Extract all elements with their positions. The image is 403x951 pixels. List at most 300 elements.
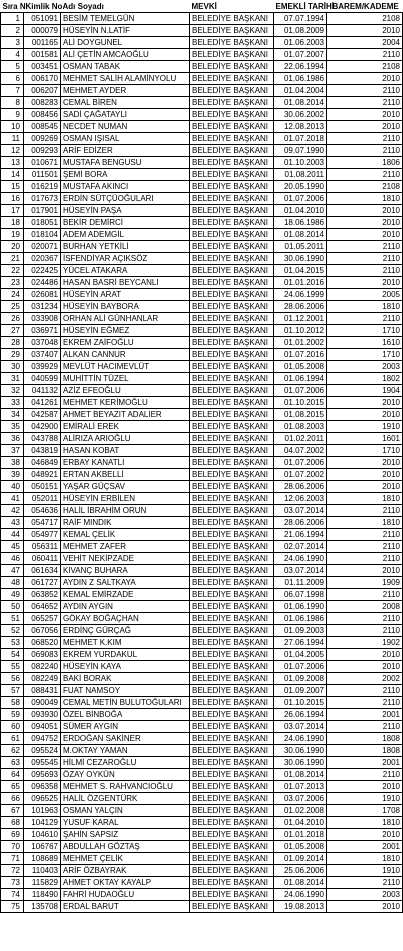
- cell-mevki: BELEDİYE BAŞKANI: [190, 73, 274, 85]
- cell-mevki: BELEDİYE BAŞKANI: [190, 13, 274, 25]
- cell-adi: ÖZAY OYKÜN: [61, 769, 190, 781]
- cell-barem: 1810: [327, 517, 403, 529]
- cell-barem: 1902: [327, 637, 403, 649]
- cell-adi: AYDIN AYGIN: [61, 601, 190, 613]
- cell-adi: OSMAN TABAK: [61, 61, 190, 73]
- cell-tarih: 01.09.2014: [274, 853, 327, 865]
- cell-kimlik: 056311: [24, 541, 61, 553]
- cell-sira: 67: [1, 805, 24, 817]
- cell-sira: 62: [1, 745, 24, 757]
- cell-kimlik: 095524: [24, 745, 61, 757]
- cell-kimlik: 096525: [24, 793, 61, 805]
- cell-barem: 1710: [327, 325, 403, 337]
- cell-kimlik: 043819: [24, 445, 61, 457]
- table-row: [1, 229, 403, 241]
- cell-tarih: 24.06.1990: [274, 889, 327, 901]
- cell-mevki: BELEDİYE BAŞKANI: [190, 85, 274, 97]
- cell-barem: 2110: [327, 169, 403, 181]
- cell-sira: 41: [1, 493, 24, 505]
- cell-sira: 8: [1, 97, 24, 109]
- table-row: [1, 829, 403, 841]
- cell-adi: YÜCEL ATAKARA: [61, 265, 190, 277]
- table-row: [1, 277, 403, 289]
- cell-mevki: BELEDİYE BAŞKANI: [190, 757, 274, 769]
- table-row: [1, 841, 403, 853]
- cell-sira: 6: [1, 73, 24, 85]
- header-barem: BAREM/KADEME: [332, 1, 399, 11]
- cell-mevki: BELEDİYE BAŞKANI: [190, 337, 274, 349]
- cell-kimlik: 008283: [24, 97, 61, 109]
- cell-barem: 1810: [327, 817, 403, 829]
- cell-barem: 2003: [327, 361, 403, 373]
- cell-mevki: BELEDİYE BAŞKANI: [190, 817, 274, 829]
- cell-mevki: BELEDİYE BAŞKANI: [190, 445, 274, 457]
- cell-sira: 50: [1, 601, 24, 613]
- cell-adi: ERBAY KANATLI: [61, 457, 190, 469]
- cell-tarih: 20.05.1990: [274, 181, 327, 193]
- cell-mevki: BELEDİYE BAŞKANI: [190, 673, 274, 685]
- cell-mevki: BELEDİYE BAŞKANI: [190, 229, 274, 241]
- table-row: [1, 709, 403, 721]
- cell-barem: 1810: [327, 193, 403, 205]
- cell-tarih: 24.06.1999: [274, 289, 327, 301]
- cell-adi: EMİRALİ EREK: [61, 421, 190, 433]
- cell-mevki: BELEDİYE BAŞKANI: [190, 745, 274, 757]
- cell-adi: CEMAL METİN BULUTOĞULARI: [61, 697, 190, 709]
- cell-tarih: 30.06.2002: [274, 109, 327, 121]
- cell-kimlik: 022425: [24, 265, 61, 277]
- cell-tarih: 01.09.2008: [274, 673, 327, 685]
- cell-barem: 1910: [327, 421, 403, 433]
- cell-barem: 1910: [327, 865, 403, 877]
- cell-sira: 44: [1, 529, 24, 541]
- cell-barem: 2110: [327, 529, 403, 541]
- cell-barem: 2110: [327, 589, 403, 601]
- cell-mevki: BELEDİYE BAŞKANI: [190, 409, 274, 421]
- cell-adi: MEHMET K.KIM: [61, 637, 190, 649]
- cell-barem: 2010: [327, 901, 403, 913]
- cell-sira: 30: [1, 361, 24, 373]
- cell-adi: OSMAN YALÇIN: [61, 805, 190, 817]
- cell-tarih: 03.07.2014: [274, 721, 327, 733]
- cell-mevki: BELEDİYE BAŞKANI: [190, 829, 274, 841]
- cell-barem: 2010: [327, 25, 403, 37]
- cell-sira: 33: [1, 397, 24, 409]
- table-row: [1, 565, 403, 577]
- cell-mevki: BELEDİYE BAŞKANI: [190, 793, 274, 805]
- cell-barem: 2110: [327, 265, 403, 277]
- cell-tarih: 26.06.1994: [274, 709, 327, 721]
- table-row: [1, 493, 403, 505]
- cell-tarih: 01.08.2014: [274, 229, 327, 241]
- cell-tarih: 01.04.2010: [274, 205, 327, 217]
- cell-adi: NECDET NUMAN: [61, 121, 190, 133]
- cell-sira: 14: [1, 169, 24, 181]
- table-row: [1, 445, 403, 457]
- cell-kimlik: 026081: [24, 289, 61, 301]
- cell-kimlik: 020367: [24, 253, 61, 265]
- cell-sira: 26: [1, 313, 24, 325]
- cell-barem: 2010: [327, 217, 403, 229]
- cell-mevki: BELEDİYE BAŞKANI: [190, 661, 274, 673]
- cell-sira: 40: [1, 481, 24, 493]
- cell-adi: ALİ DOYGUNEL: [61, 37, 190, 49]
- cell-mevki: BELEDİYE BAŞKANI: [190, 97, 274, 109]
- cell-mevki: BELEDİYE BAŞKANI: [190, 421, 274, 433]
- cell-mevki: BELEDİYE BAŞKANI: [190, 289, 274, 301]
- cell-adi: ORHAN ALİ GÜNHANLAR: [61, 313, 190, 325]
- cell-barem: 2010: [327, 277, 403, 289]
- cell-barem: 1909: [327, 577, 403, 589]
- cell-sira: 16: [1, 193, 24, 205]
- cell-mevki: BELEDİYE BAŞKANI: [190, 901, 274, 913]
- cell-tarih: 01.10.2012: [274, 325, 327, 337]
- cell-adi: MUSTAFA BENGUSU: [61, 157, 190, 169]
- cell-mevki: BELEDİYE BAŞKANI: [190, 241, 274, 253]
- cell-tarih: 03.07.2006: [274, 793, 327, 805]
- cell-kimlik: 082240: [24, 661, 61, 673]
- cell-sira: 5: [1, 61, 24, 73]
- table-row: [1, 385, 403, 397]
- cell-kimlik: 051091: [24, 13, 61, 25]
- cell-adi: HÜSEYİN N.LATİF: [61, 25, 190, 37]
- cell-barem: 1808: [327, 733, 403, 745]
- cell-barem: 2008: [327, 601, 403, 613]
- cell-barem: 2110: [327, 685, 403, 697]
- cell-adi: MEVLÜT HACIMEVLÜT: [61, 361, 190, 373]
- cell-kimlik: 031234: [24, 301, 61, 313]
- cell-barem: 1710: [327, 445, 403, 457]
- cell-tarih: 30.06.1990: [274, 745, 327, 757]
- cell-tarih: 01.07.2016: [274, 349, 327, 361]
- cell-adi: EKREM YURDAKUL: [61, 649, 190, 661]
- cell-sira: 13: [1, 157, 24, 169]
- table-row: [1, 85, 403, 97]
- table-row: [1, 373, 403, 385]
- cell-mevki: BELEDİYE BAŞKANI: [190, 217, 274, 229]
- cell-barem: 2003: [327, 889, 403, 901]
- cell-kimlik: 017673: [24, 193, 61, 205]
- cell-adi: EKREM ZAİFOĞLU: [61, 337, 190, 349]
- cell-barem: 1810: [327, 301, 403, 313]
- cell-barem: 2110: [327, 721, 403, 733]
- cell-adi: SÜMER AYGIN: [61, 721, 190, 733]
- table-row: [1, 361, 403, 373]
- table-row: [1, 541, 403, 553]
- table-row: [1, 397, 403, 409]
- table-header-row: [1, 0, 403, 13]
- cell-adi: HÜSEYİN ARAT: [61, 289, 190, 301]
- cell-adi: HİLMİ CEZAROĞLU: [61, 757, 190, 769]
- cell-adi: OSMAN IŞISAL: [61, 133, 190, 145]
- cell-adi: ARİF ÖZBAYRAK: [61, 865, 190, 877]
- cell-mevki: BELEDİYE BAŞKANI: [190, 865, 274, 877]
- cell-tarih: 01.08.2014: [274, 877, 327, 889]
- cell-tarih: 18.06.1986: [274, 217, 327, 229]
- cell-sira: 51: [1, 613, 24, 625]
- cell-tarih: 22.06.1994: [274, 61, 327, 73]
- cell-tarih: 01.07.2018: [274, 133, 327, 145]
- table-row: [1, 457, 403, 469]
- cell-sira: 57: [1, 685, 24, 697]
- cell-mevki: BELEDİYE BAŞKANI: [190, 733, 274, 745]
- cell-sira: 23: [1, 277, 24, 289]
- cell-barem: 1601: [327, 433, 403, 445]
- cell-sira: 68: [1, 817, 24, 829]
- cell-mevki: BELEDİYE BAŞKANI: [190, 553, 274, 565]
- cell-sira: 38: [1, 457, 24, 469]
- cell-mevki: BELEDİYE BAŞKANI: [190, 565, 274, 577]
- cell-mevki: BELEDİYE BAŞKANI: [190, 433, 274, 445]
- cell-kimlik: 061634: [24, 565, 61, 577]
- cell-tarih: 01.05.2008: [274, 841, 327, 853]
- cell-kimlik: 069083: [24, 649, 61, 661]
- cell-kimlik: 067056: [24, 625, 61, 637]
- cell-kimlik: 037407: [24, 349, 61, 361]
- cell-sira: 1: [1, 13, 24, 25]
- cell-barem: 1808: [327, 745, 403, 757]
- table-row: [1, 673, 403, 685]
- cell-adi: HALİL ÖZGENTÜRK: [61, 793, 190, 805]
- cell-sira: 11: [1, 133, 24, 145]
- table-row: [1, 553, 403, 565]
- cell-mevki: BELEDİYE BAŞKANI: [190, 157, 274, 169]
- cell-adi: MEHMET ZAFER: [61, 541, 190, 553]
- cell-barem: 2001: [327, 709, 403, 721]
- cell-barem: 1802: [327, 373, 403, 385]
- cell-kimlik: 060411: [24, 553, 61, 565]
- table-row: [1, 865, 403, 877]
- cell-barem: 2110: [327, 145, 403, 157]
- cell-tarih: 04.07.2002: [274, 445, 327, 457]
- cell-tarih: 01.08.2014: [274, 97, 327, 109]
- cell-kimlik: 108689: [24, 853, 61, 865]
- cell-tarih: 28.06.2006: [274, 481, 327, 493]
- cell-mevki: BELEDİYE BAŞKANI: [190, 505, 274, 517]
- header-tarih: EMEKLİ TARİHİ: [275, 1, 335, 11]
- cell-adi: ERDİN SÜTÇÜOĞULARI: [61, 193, 190, 205]
- cell-barem: 2010: [327, 565, 403, 577]
- cell-sira: 36: [1, 433, 24, 445]
- cell-tarih: 19.08.2013: [274, 901, 327, 913]
- cell-adi: MEHMET S. RAHVANCIOĞLU: [61, 781, 190, 793]
- cell-sira: 49: [1, 589, 24, 601]
- cell-mevki: BELEDİYE BAŞKANI: [190, 493, 274, 505]
- cell-kimlik: 024486: [24, 277, 61, 289]
- cell-adi: SADİ ÇAĞATAYLI: [61, 109, 190, 121]
- table-row: [1, 505, 403, 517]
- cell-barem: 2110: [327, 541, 403, 553]
- cell-adi: MEHMET KERİMOĞLU: [61, 397, 190, 409]
- cell-tarih: 01.07.2006: [274, 385, 327, 397]
- cell-barem: 2110: [327, 613, 403, 625]
- cell-adi: ABDULLAH GÖZTAŞ: [61, 841, 190, 853]
- cell-barem: 2010: [327, 73, 403, 85]
- cell-mevki: BELEDİYE BAŞKANI: [190, 877, 274, 889]
- cell-mevki: BELEDİYE BAŞKANI: [190, 397, 274, 409]
- cell-adi: KEMAL EMİRZADE: [61, 589, 190, 601]
- table-row: [1, 517, 403, 529]
- cell-adi: HÜSEYİN EĞMEZ: [61, 325, 190, 337]
- table-row: [1, 301, 403, 313]
- cell-sira: 47: [1, 565, 24, 577]
- cell-sira: 19: [1, 229, 24, 241]
- cell-mevki: BELEDİYE BAŞKANI: [190, 181, 274, 193]
- cell-tarih: 24.06.1990: [274, 553, 327, 565]
- table-row: [1, 61, 403, 73]
- cell-sira: 4: [1, 49, 24, 61]
- cell-mevki: BELEDİYE BAŞKANI: [190, 721, 274, 733]
- cell-barem: 2010: [327, 397, 403, 409]
- cell-adi: BURHAN YETKİLİ: [61, 241, 190, 253]
- cell-kimlik: 009269: [24, 133, 61, 145]
- cell-barem: 2010: [327, 457, 403, 469]
- cell-sira: 25: [1, 301, 24, 313]
- cell-kimlik: 017901: [24, 205, 61, 217]
- cell-mevki: BELEDİYE BAŞKANI: [190, 685, 274, 697]
- cell-adi: AHMET BEYAZIT ADALIER: [61, 409, 190, 421]
- cell-sira: 10: [1, 121, 24, 133]
- cell-tarih: 28.06.2006: [274, 301, 327, 313]
- cell-kimlik: 095693: [24, 769, 61, 781]
- table-row: [1, 757, 403, 769]
- cell-adi: HÜSEYİN BAYBORA: [61, 301, 190, 313]
- cell-sira: 48: [1, 577, 24, 589]
- cell-barem: 2005: [327, 289, 403, 301]
- cell-tarih: 01.04.2015: [274, 265, 327, 277]
- cell-kimlik: 054977: [24, 529, 61, 541]
- cell-adi: GÖKAY BOĞAÇHAN: [61, 613, 190, 625]
- cell-sira: 35: [1, 421, 24, 433]
- cell-kimlik: 104129: [24, 817, 61, 829]
- table-row: [1, 577, 403, 589]
- table-row: [1, 25, 403, 37]
- cell-kimlik: 094051: [24, 721, 61, 733]
- cell-tarih: 01.08.2011: [274, 169, 327, 181]
- cell-kimlik: 039929: [24, 361, 61, 373]
- cell-sira: 32: [1, 385, 24, 397]
- cell-adi: ALİ ÇETİN AMCAOĞLU: [61, 49, 190, 61]
- cell-adi: KEMAL ÇELİK: [61, 529, 190, 541]
- table-body: [1, 13, 403, 913]
- cell-kimlik: 033908: [24, 313, 61, 325]
- cell-tarih: 12.08.2013: [274, 121, 327, 133]
- cell-tarih: 06.07.1998: [274, 589, 327, 601]
- cell-sira: 55: [1, 661, 24, 673]
- cell-mevki: BELEDİYE BAŞKANI: [190, 373, 274, 385]
- cell-sira: 72: [1, 865, 24, 877]
- cell-sira: 70: [1, 841, 24, 853]
- cell-sira: 75: [1, 901, 24, 913]
- cell-barem: 2108: [327, 61, 403, 73]
- table-row: [1, 781, 403, 793]
- table-row: [1, 889, 403, 901]
- cell-sira: 43: [1, 517, 24, 529]
- cell-kimlik: 104610: [24, 829, 61, 841]
- table-row: [1, 13, 403, 25]
- cell-sira: 46: [1, 553, 24, 565]
- cell-mevki: BELEDİYE BAŞKANI: [190, 49, 274, 61]
- cell-adi: M.OKTAY YAMAN: [61, 745, 190, 757]
- cell-barem: 2110: [327, 505, 403, 517]
- cell-mevki: BELEDİYE BAŞKANI: [190, 205, 274, 217]
- cell-tarih: 01.04.2010: [274, 817, 327, 829]
- cell-tarih: 30.06.1990: [274, 757, 327, 769]
- cell-adi: HÜSEYİN KAYA: [61, 661, 190, 673]
- cell-tarih: 03.07.2014: [274, 505, 327, 517]
- cell-mevki: BELEDİYE BAŞKANI: [190, 853, 274, 865]
- cell-tarih: 01.04.2005: [274, 649, 327, 661]
- cell-adi: MUSTAFA AKINCI: [61, 181, 190, 193]
- cell-tarih: 01.04.2004: [274, 85, 327, 97]
- cell-mevki: BELEDİYE BAŞKANI: [190, 805, 274, 817]
- cell-sira: 73: [1, 877, 24, 889]
- cell-barem: 2110: [327, 877, 403, 889]
- cell-kimlik: 020071: [24, 241, 61, 253]
- cell-adi: ÖZEL BİNBOĞA: [61, 709, 190, 721]
- cell-sira: 37: [1, 445, 24, 457]
- cell-tarih: 01.07.2013: [274, 781, 327, 793]
- cell-sira: 65: [1, 781, 24, 793]
- cell-barem: 2110: [327, 133, 403, 145]
- cell-kimlik: 068520: [24, 637, 61, 649]
- cell-kimlik: 016219: [24, 181, 61, 193]
- table-row: [1, 337, 403, 349]
- cell-mevki: BELEDİYE BAŞKANI: [190, 481, 274, 493]
- cell-sira: 71: [1, 853, 24, 865]
- cell-mevki: BELEDİYE BAŞKANI: [190, 517, 274, 529]
- cell-sira: 17: [1, 205, 24, 217]
- table-row: [1, 97, 403, 109]
- table-row: [1, 157, 403, 169]
- cell-barem: 2110: [327, 97, 403, 109]
- table-row: [1, 181, 403, 193]
- cell-tarih: 01.01.2018: [274, 829, 327, 841]
- table-row: [1, 241, 403, 253]
- cell-adi: MEHMET AYDER: [61, 85, 190, 97]
- cell-kimlik: 110403: [24, 865, 61, 877]
- table-row: [1, 481, 403, 493]
- cell-kimlik: 115829: [24, 877, 61, 889]
- cell-barem: 2010: [327, 649, 403, 661]
- cell-sira: 28: [1, 337, 24, 349]
- cell-mevki: BELEDİYE BAŞKANI: [190, 541, 274, 553]
- table-row: [1, 901, 403, 913]
- cell-barem: 1806: [327, 157, 403, 169]
- cell-tarih: 01.07.2006: [274, 661, 327, 673]
- table-row: [1, 853, 403, 865]
- cell-mevki: BELEDİYE BAŞKANI: [190, 325, 274, 337]
- cell-kimlik: 011501: [24, 169, 61, 181]
- cell-barem: 1810: [327, 493, 403, 505]
- cell-adi: ŞAHİN SAPSIZ: [61, 829, 190, 841]
- cell-barem: 2110: [327, 625, 403, 637]
- cell-kimlik: 093930: [24, 709, 61, 721]
- table-row: [1, 877, 403, 889]
- cell-sira: 9: [1, 109, 24, 121]
- cell-kimlik: 043788: [24, 433, 61, 445]
- cell-tarih: 01.06.2003: [274, 37, 327, 49]
- table-row: [1, 721, 403, 733]
- cell-kimlik: 036971: [24, 325, 61, 337]
- cell-kimlik: 063852: [24, 589, 61, 601]
- cell-tarih: 01.05.2008: [274, 361, 327, 373]
- cell-tarih: 01.07.2007: [274, 49, 327, 61]
- table-row: [1, 121, 403, 133]
- cell-barem: 2010: [327, 469, 403, 481]
- cell-adi: ALİRIZA ARIOĞLU: [61, 433, 190, 445]
- cell-adi: ERDOĞAN SAKİNER: [61, 733, 190, 745]
